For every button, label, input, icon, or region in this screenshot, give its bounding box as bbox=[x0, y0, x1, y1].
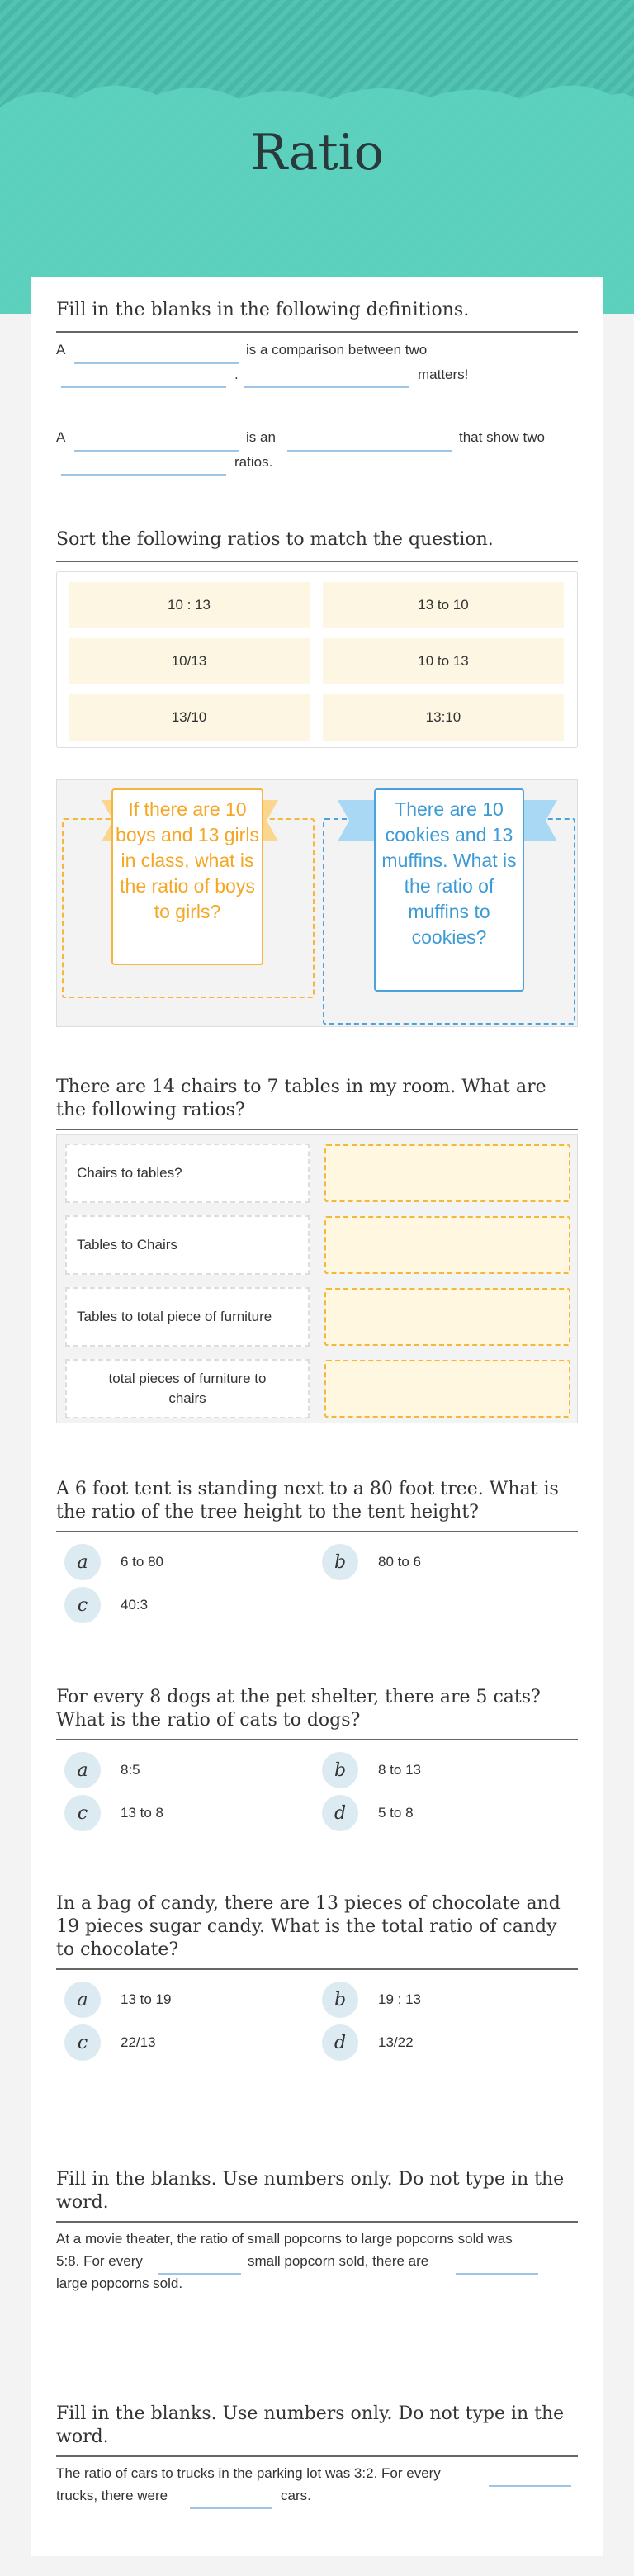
option-badge: c bbox=[64, 1795, 101, 1831]
match-prompt: Tables to total piece of furniture bbox=[65, 1287, 310, 1347]
option-label: 8:5 bbox=[121, 1762, 140, 1778]
option-a[interactable] bbox=[64, 1982, 171, 2018]
option-badge: b bbox=[322, 1752, 358, 1788]
match-dropzone[interactable] bbox=[324, 1216, 570, 1274]
divider bbox=[56, 1531, 578, 1532]
option-d[interactable] bbox=[322, 1795, 414, 1831]
def-text: . bbox=[234, 367, 239, 382]
question-text: cars. bbox=[281, 2488, 311, 2503]
ratio-chip[interactable]: 10 to 13 bbox=[323, 638, 564, 684]
match-dropzone[interactable] bbox=[324, 1360, 570, 1418]
option-badge: d bbox=[322, 2024, 358, 2061]
option-badge: c bbox=[64, 2024, 101, 2061]
option-label: 8 to 13 bbox=[378, 1762, 421, 1778]
blank-input[interactable] bbox=[287, 450, 452, 452]
option-label: 13 to 19 bbox=[121, 1991, 172, 2007]
header-banner bbox=[0, 0, 634, 314]
option-label: 13/22 bbox=[378, 2034, 414, 2050]
divider bbox=[56, 1968, 578, 1970]
def-text: matters! bbox=[418, 367, 469, 382]
option-label: 13 to 8 bbox=[121, 1805, 163, 1821]
option-d[interactable] bbox=[322, 2024, 414, 2061]
sort-buckets-area bbox=[56, 779, 578, 1027]
ratio-chip[interactable]: 13:10 bbox=[323, 694, 564, 741]
definitions-title: Fill in the blanks in the following definitions. bbox=[56, 300, 470, 320]
divider bbox=[56, 1739, 578, 1740]
def-text: is a comparison between two bbox=[246, 342, 428, 358]
option-badge: a bbox=[64, 1982, 101, 2018]
option-a[interactable] bbox=[64, 1544, 163, 1580]
blank-input[interactable] bbox=[61, 474, 226, 476]
blank-input[interactable] bbox=[190, 2507, 272, 2509]
divider bbox=[56, 2455, 578, 2457]
option-label: 80 to 6 bbox=[378, 1554, 421, 1570]
dogs-title: For every 8 dogs at the pet shelter, there are 5 cats? What is the ratio of cats to dogs? bbox=[56, 1687, 541, 1731]
match-dropzone[interactable] bbox=[324, 1144, 570, 1202]
question-text: trucks, there were bbox=[56, 2488, 168, 2503]
matching-area bbox=[56, 1134, 578, 1423]
question-text: small popcorn sold, there are bbox=[248, 2253, 429, 2269]
def-text: A bbox=[56, 429, 66, 445]
option-badge: a bbox=[64, 1752, 101, 1788]
option-b[interactable] bbox=[322, 1544, 421, 1580]
question-text: large popcorns sold. bbox=[56, 2275, 183, 2291]
option-a[interactable] bbox=[64, 1752, 140, 1788]
divider bbox=[56, 1129, 578, 1130]
option-label: 6 to 80 bbox=[121, 1554, 163, 1570]
option-b[interactable] bbox=[322, 1982, 421, 2018]
sortable-chip-pool bbox=[56, 571, 578, 748]
worksheet-card bbox=[31, 277, 603, 2556]
bucket-boys-question: If there are 10 boys and 13 girls in class, what is the ratio of boys to girls? bbox=[111, 788, 263, 965]
sort-title: Sort the following ratios to match the question. bbox=[56, 529, 494, 550]
def-text: that show two bbox=[459, 429, 545, 445]
blank-input[interactable] bbox=[244, 386, 409, 388]
divider bbox=[56, 561, 578, 562]
def-text: A bbox=[56, 342, 66, 358]
popcorn-title: Fill in the blanks. Use numbers only. Do not type in the word. bbox=[56, 2169, 565, 2213]
tent-title: A 6 foot tent is standing next to a 80 foot tree. What is the ratio of the tree height to the tent height? bbox=[56, 1479, 559, 1522]
blank-input[interactable] bbox=[74, 362, 239, 364]
blank-input[interactable] bbox=[61, 386, 226, 388]
option-c[interactable] bbox=[64, 2024, 156, 2061]
question-text: At a movie theater, the ratio of small popcorns to large popcorns sold was bbox=[56, 2231, 513, 2247]
ratio-chip[interactable]: 13/10 bbox=[69, 694, 310, 741]
match-prompt: Tables to Chairs bbox=[65, 1215, 310, 1275]
option-badge: c bbox=[64, 1587, 101, 1623]
option-label: 19 : 13 bbox=[378, 1991, 421, 2007]
divider bbox=[56, 331, 578, 333]
ratio-chip[interactable]: 13 to 10 bbox=[323, 582, 564, 628]
question-text: 5:8. For every bbox=[56, 2253, 143, 2269]
match-prompt: Chairs to tables? bbox=[65, 1144, 310, 1203]
page-title: Ratio bbox=[250, 124, 384, 182]
option-label: 5 to 8 bbox=[378, 1805, 414, 1821]
chairs-title: There are 14 chairs to 7 tables in my room. What are the following ratios? bbox=[56, 1077, 546, 1120]
blank-input[interactable] bbox=[74, 450, 239, 452]
option-c[interactable] bbox=[64, 1795, 163, 1831]
blank-input[interactable] bbox=[456, 2273, 538, 2275]
candy-title: In a bag of candy, there are 13 pieces of chocolate and 19 pieces sugar candy. What is the total ratio of candy to chocolate? bbox=[56, 1893, 561, 1960]
question-text: The ratio of cars to trucks in the parking lot was 3:2. For every bbox=[56, 2465, 441, 2481]
bucket-cookies-question: There are 10 cookies and 13 muffins. What is the ratio of muffins to cookies? bbox=[374, 788, 524, 992]
option-b[interactable] bbox=[322, 1752, 421, 1788]
option-label: 40:3 bbox=[121, 1597, 149, 1612]
def-text: ratios. bbox=[234, 454, 273, 470]
option-label: 22/13 bbox=[121, 2034, 156, 2050]
cars-title: Fill in the blanks. Use numbers only. Do not type in the word. bbox=[56, 2403, 565, 2447]
ratio-chip[interactable]: 10 : 13 bbox=[69, 582, 310, 628]
ratio-chip[interactable]: 10/13 bbox=[69, 638, 310, 684]
blank-input[interactable] bbox=[489, 2485, 571, 2487]
def-text: is an bbox=[246, 429, 276, 445]
divider bbox=[56, 2221, 578, 2223]
match-prompt: total pieces of furniture to chairs bbox=[65, 1359, 310, 1418]
match-dropzone[interactable] bbox=[324, 1288, 570, 1346]
option-badge: b bbox=[322, 1544, 358, 1580]
option-badge: d bbox=[322, 1795, 358, 1831]
option-c[interactable] bbox=[64, 1587, 148, 1623]
option-badge: b bbox=[322, 1982, 358, 2018]
option-badge: a bbox=[64, 1544, 101, 1580]
